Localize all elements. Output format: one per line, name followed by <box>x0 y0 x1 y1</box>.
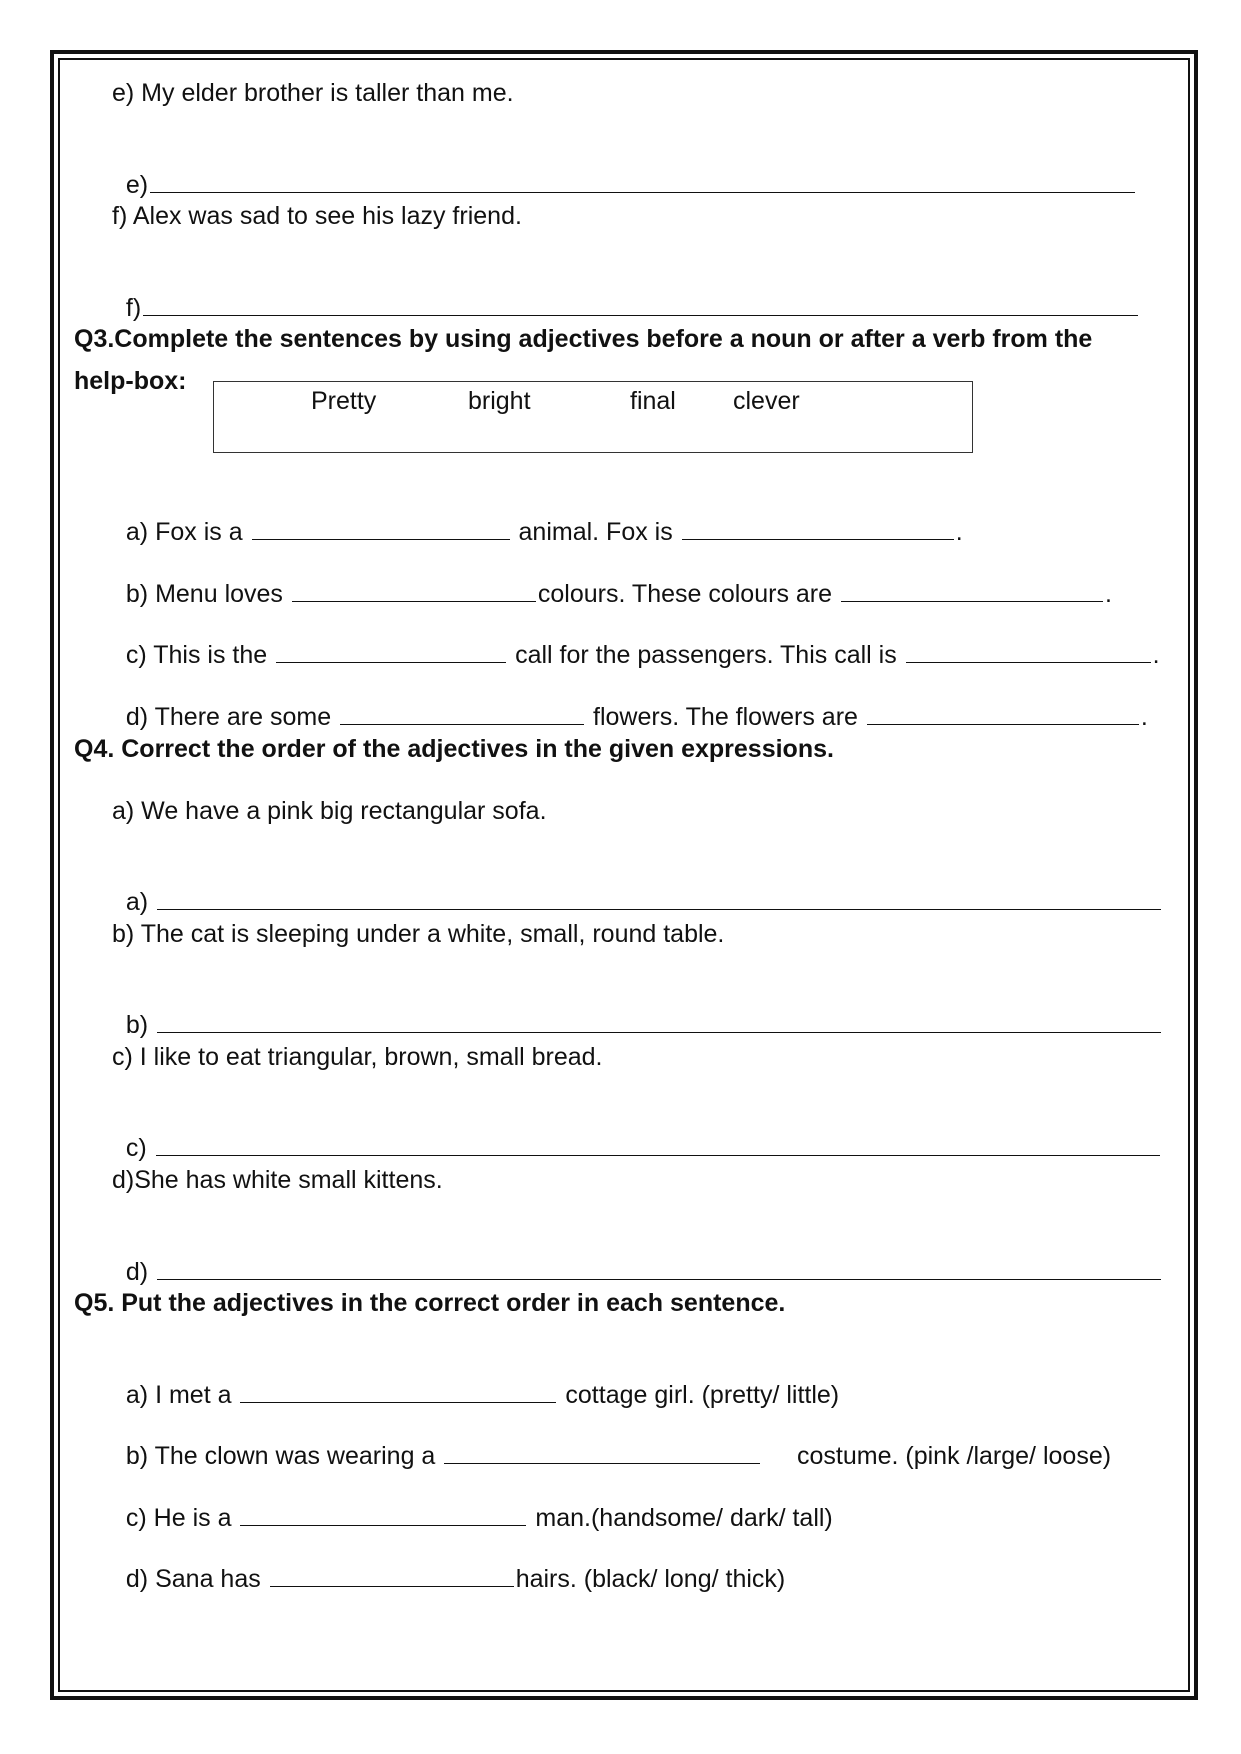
answer-blank[interactable] <box>841 579 1103 602</box>
answer-blank[interactable] <box>276 640 506 663</box>
q3-item-d <box>112 672 1148 732</box>
q5-item-a <box>112 1350 839 1410</box>
answer-label: e) <box>125 171 149 199</box>
item-text: costume. (pink /large/ loose) <box>797 1442 1112 1470</box>
item-text: animal. Fox is <box>518 518 673 546</box>
item-text: b) Menu loves <box>125 580 283 608</box>
q4-item-b-sentence: b) The cat is sleeping under a white, small, round table. <box>112 920 725 948</box>
q4-item-b-answer-line[interactable] <box>112 980 1163 1040</box>
answer-blank[interactable] <box>444 1441 760 1464</box>
answer-blank[interactable] <box>270 1564 514 1587</box>
q2-item-f-sentence: f) Alex was sad to see his lazy friend. <box>112 202 522 230</box>
answer-blank[interactable] <box>252 517 510 540</box>
item-text: . <box>1104 580 1112 608</box>
answer-blank[interactable] <box>143 293 1138 316</box>
q3-item-a <box>112 487 963 547</box>
answer-blank[interactable] <box>150 170 1135 193</box>
answer-blank[interactable] <box>240 1503 526 1526</box>
answer-blank[interactable] <box>292 579 536 602</box>
item-text: call for the passengers. This call is <box>515 641 897 669</box>
item-text: d) Sana has <box>125 1565 261 1593</box>
q4-item-a-sentence: a) We have a pink big rectangular sofa. <box>112 797 547 825</box>
help-word: clever <box>733 387 800 415</box>
answer-blank[interactable] <box>340 702 584 725</box>
q5-item-b <box>112 1411 1111 1471</box>
item-text: c) This is the <box>125 641 268 669</box>
q4-item-a-answer-line[interactable] <box>112 857 1163 917</box>
q2-item-f-answer-line[interactable] <box>112 263 1140 323</box>
item-text: . <box>1140 703 1148 731</box>
answer-blank[interactable] <box>682 517 954 540</box>
answer-blank[interactable] <box>157 1010 1161 1033</box>
q4-item-d-sentence: d)She has white small kittens. <box>112 1166 443 1194</box>
q4-item-c-sentence: c) I like to eat triangular, brown, small bread. <box>112 1043 603 1071</box>
item-text: a) I met a <box>125 1381 232 1409</box>
item-text: b) The clown was wearing a <box>125 1442 436 1470</box>
q3-item-b <box>112 549 1112 609</box>
answer-label: b) <box>125 1011 149 1039</box>
item-text: man.(handsome/ dark/ tall) <box>535 1504 833 1532</box>
help-word: final <box>630 387 676 415</box>
answer-blank[interactable] <box>157 887 1161 910</box>
q3-item-c <box>112 610 1160 670</box>
help-word: Pretty <box>311 387 377 415</box>
answer-blank[interactable] <box>867 702 1139 725</box>
q5-item-d <box>112 1534 785 1594</box>
q3-heading: Q3.Complete the sentences by using adjectives before a noun or after a verb from the <box>74 325 1093 353</box>
q2-item-e-answer-line[interactable] <box>112 140 1137 200</box>
q4-item-d-answer-line[interactable] <box>112 1227 1163 1287</box>
q4-heading: Q4. Correct the order of the adjectives in the given expressions. <box>74 735 834 763</box>
answer-blank[interactable] <box>156 1133 1160 1156</box>
item-text: . <box>1152 641 1160 669</box>
answer-blank[interactable] <box>240 1380 556 1403</box>
q4-item-c-answer-line[interactable] <box>112 1103 1162 1163</box>
help-word: bright <box>468 387 531 415</box>
answer-label: f) <box>125 294 142 322</box>
answer-label: a) <box>125 888 149 916</box>
item-text: c) He is a <box>125 1504 232 1532</box>
q2-item-e-sentence: e) My elder brother is taller than me. <box>112 79 514 107</box>
item-text: hairs. (black/ long/ thick) <box>515 1565 786 1593</box>
answer-label: d) <box>125 1258 149 1286</box>
q5-heading: Q5. Put the adjectives in the correct order in each sentence. <box>74 1289 786 1317</box>
answer-label: c) <box>125 1134 147 1162</box>
q5-item-c <box>112 1473 833 1533</box>
item-text: d) There are some <box>125 703 332 731</box>
answer-blank[interactable] <box>906 640 1151 663</box>
item-text: a) Fox is a <box>125 518 243 546</box>
answer-blank[interactable] <box>157 1257 1161 1280</box>
item-text: flowers. The flowers are <box>593 703 858 731</box>
item-text: colours. These colours are <box>537 580 833 608</box>
item-text: . <box>955 518 963 546</box>
item-text: cottage girl. (pretty/ little) <box>565 1381 840 1409</box>
q3-heading-cont: help-box: <box>74 367 187 395</box>
